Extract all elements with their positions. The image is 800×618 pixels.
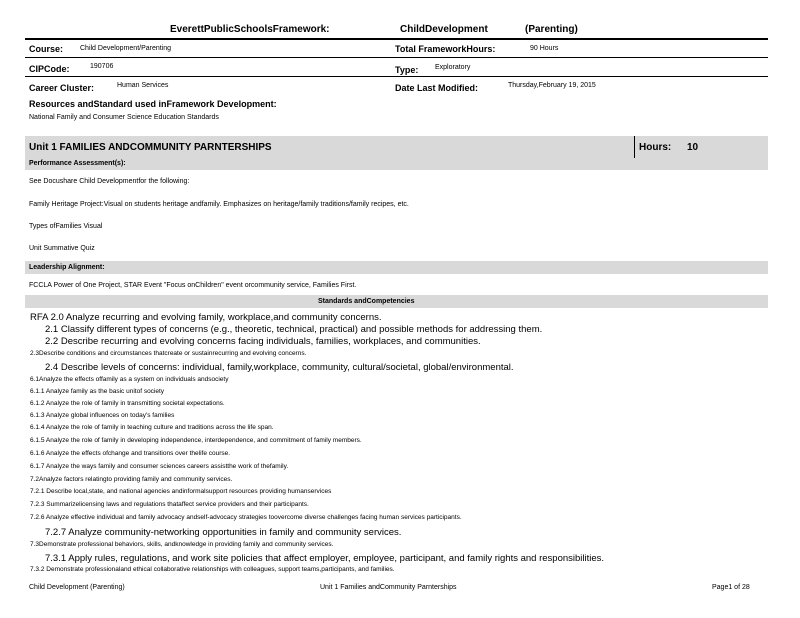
resources-label: Resources andStandard used inFramework Development: <box>29 99 277 109</box>
standard-line: 7.2.1 Describe local,state, and national agencies andinformalsupport resources providing humanservices <box>30 488 332 495</box>
assessment-item: Types ofFamilies Visual <box>29 223 103 230</box>
standard-line: 6.1.2 Analyze the role of family in transmitting societal expectations. <box>30 400 225 407</box>
standard-line: 6.1.7 Analyze the ways family and consumer sciences careers assistthe work of thefamily. <box>30 463 289 470</box>
standard-line: 2.4 Describe levels of concerns: individual, family,workplace, community, cultural/societal, global/environmental. <box>45 362 514 373</box>
cip-label: CIPCode: <box>29 64 70 74</box>
leadership-band <box>25 261 768 274</box>
program-variant: (Parenting) <box>525 24 578 35</box>
standard-line: 6.1.1 Analyze family as the basic unitof society <box>30 388 165 395</box>
footer-page-number: Page1 of 28 <box>712 584 750 591</box>
program-title: ChildDevelopment <box>400 24 488 35</box>
unit-hours-label: Hours: <box>639 142 672 153</box>
resources-value: National Family and Consumer Science Education Standards <box>29 114 219 121</box>
leadership-label: Leadership Alignment: <box>29 264 105 271</box>
cip-divider <box>25 76 768 77</box>
standard-line: 7.3.2 Demonstrate professionaland ethical collaborative relationships with colleagues, support teams,participants, and families. <box>30 566 395 573</box>
unit-title: Unit 1 FAMILIES ANDCOMMUNITY PARNTERSHIPS <box>29 142 272 153</box>
performance-band <box>25 158 768 170</box>
standard-line: 7.2Analyze factors relatingto providing family and community services. <box>30 476 233 483</box>
standard-line: 2.1 Classify different types of concerns (e.g., theoretic, technical, practical) and possible methods for addressing them. <box>45 324 543 335</box>
unit-hours-value: 10 <box>687 142 699 153</box>
modified-label: Date Last Modified: <box>395 83 479 93</box>
footer-left: Child Development (Parenting) <box>29 584 125 591</box>
standard-line: 7.2.7 Analyze community-networking opportunities in family and community services. <box>45 527 402 538</box>
leadership-text: FCCLA Power of One Project, STAR Event "Focus onChildren" event orcommunity service, Families First. <box>29 282 357 289</box>
performance-label: Performance Assessment(s): <box>29 160 126 167</box>
standard-line: 7.2.3 Summarizelicensing laws and regulations thataffect service providers and their participants. <box>30 501 309 508</box>
standard-line: RFA 2.0 Analyze recurring and evolving family, workplace,and community concerns. <box>30 312 382 323</box>
course-value: Child Development/Parenting <box>80 45 172 52</box>
framework-title: EverettPublicSchoolsFramework: <box>170 24 330 35</box>
standards-header: Standards andCompetencies <box>318 298 415 305</box>
standard-line: 7.3Demonstrate professional behaviors, skills, andknowledge in providing family and community services. <box>30 541 334 548</box>
standard-line: 6.1.3 Analyze global influences on today's families <box>30 412 175 419</box>
standard-line: 7.3.1 Apply rules, regulations, and work site policies that affect employer, employee, participant, and family rights and responsibilities. <box>45 553 605 564</box>
standard-line: 2.3Describe conditions and circumstances thatcreate or sustainrecurring and evolving concerns. <box>30 350 307 357</box>
unit-hours-divider <box>634 136 635 158</box>
assessment-item: Family Heritage Project:Visual on students heritage andfamily. Emphasizes on heritage/family traditions/family recipes, etc. <box>29 201 409 208</box>
cip-value: 190706 <box>90 63 114 70</box>
standard-line: 6.1.4 Analyze the role of family in teaching culture and traditions across the life span. <box>30 424 274 431</box>
header-divider <box>25 38 768 40</box>
standard-line: 2.2 Describe recurring and evolving concerns facing individuals, families, workplaces, and communities. <box>45 336 481 347</box>
career-value: Human Services <box>117 82 169 89</box>
course-label: Course: <box>29 44 64 54</box>
standard-line: 7.2.6 Analyze effective individual and family advocacy andself-advocacy strategies toovercome diverse challenges facing human services participants. <box>30 514 462 521</box>
standard-line: 6.1.5 Analyze the role of family in developing independence, interdependence, and commitment of family members. <box>30 437 362 444</box>
assessment-item: Unit Summative Quiz <box>29 245 95 252</box>
modified-value: Thursday,February 19, 2015 <box>508 82 596 89</box>
type-label: Type: <box>395 65 419 75</box>
type-value: Exploratory <box>435 64 471 71</box>
course-divider <box>25 57 768 58</box>
total-hours-value: 90 Hours <box>530 45 559 52</box>
assessment-item: See Docushare Child Developmentfor the following: <box>29 178 190 185</box>
total-hours-label: Total FrameworkHours: <box>395 44 496 54</box>
career-label: Career Cluster: <box>29 83 95 93</box>
standard-line: 6.1.6 Analyze the effects ofchange and transitions over thelife course. <box>30 450 231 457</box>
footer-center: Unit 1 Families andCommunity Parnterships <box>320 584 457 591</box>
standard-line: 6.1Analyze the effects offamily as a system on individuals andsociety <box>30 376 229 383</box>
